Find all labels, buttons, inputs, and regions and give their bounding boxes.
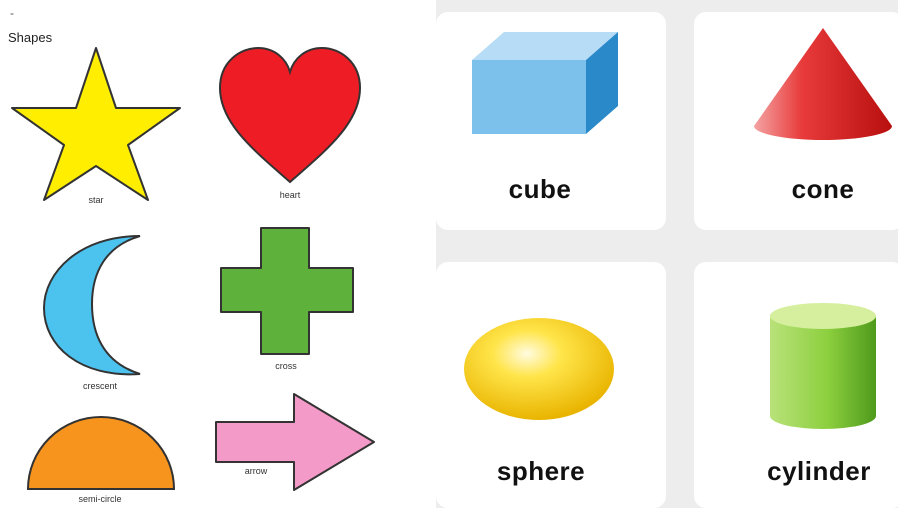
cross-shape — [219, 226, 355, 356]
page-title: Shapes — [8, 30, 53, 45]
crescent-label: crescent — [82, 381, 117, 391]
semicircle-shape — [26, 415, 176, 491]
star-label: star — [88, 195, 104, 205]
cube-shape — [470, 30, 622, 136]
page-tick-mark: - — [10, 6, 14, 20]
star-shape — [10, 46, 182, 202]
heart-shape — [216, 46, 364, 186]
semicircle-label: semi-circle — [78, 494, 122, 504]
sphere-label: sphere — [496, 456, 586, 486]
cone-shape — [752, 26, 894, 142]
cylinder-shape — [766, 300, 880, 432]
heart-label: heart — [279, 190, 301, 200]
sphere-shape — [462, 316, 616, 422]
cube-label: cube — [508, 174, 572, 204]
arrow-label: arrow — [244, 466, 268, 476]
cylinder-label: cylinder — [767, 456, 871, 486]
arrow-shape — [214, 392, 378, 494]
cone-label: cone — [791, 174, 855, 204]
cross-label: cross — [275, 361, 297, 371]
crescent-shape — [40, 232, 144, 380]
